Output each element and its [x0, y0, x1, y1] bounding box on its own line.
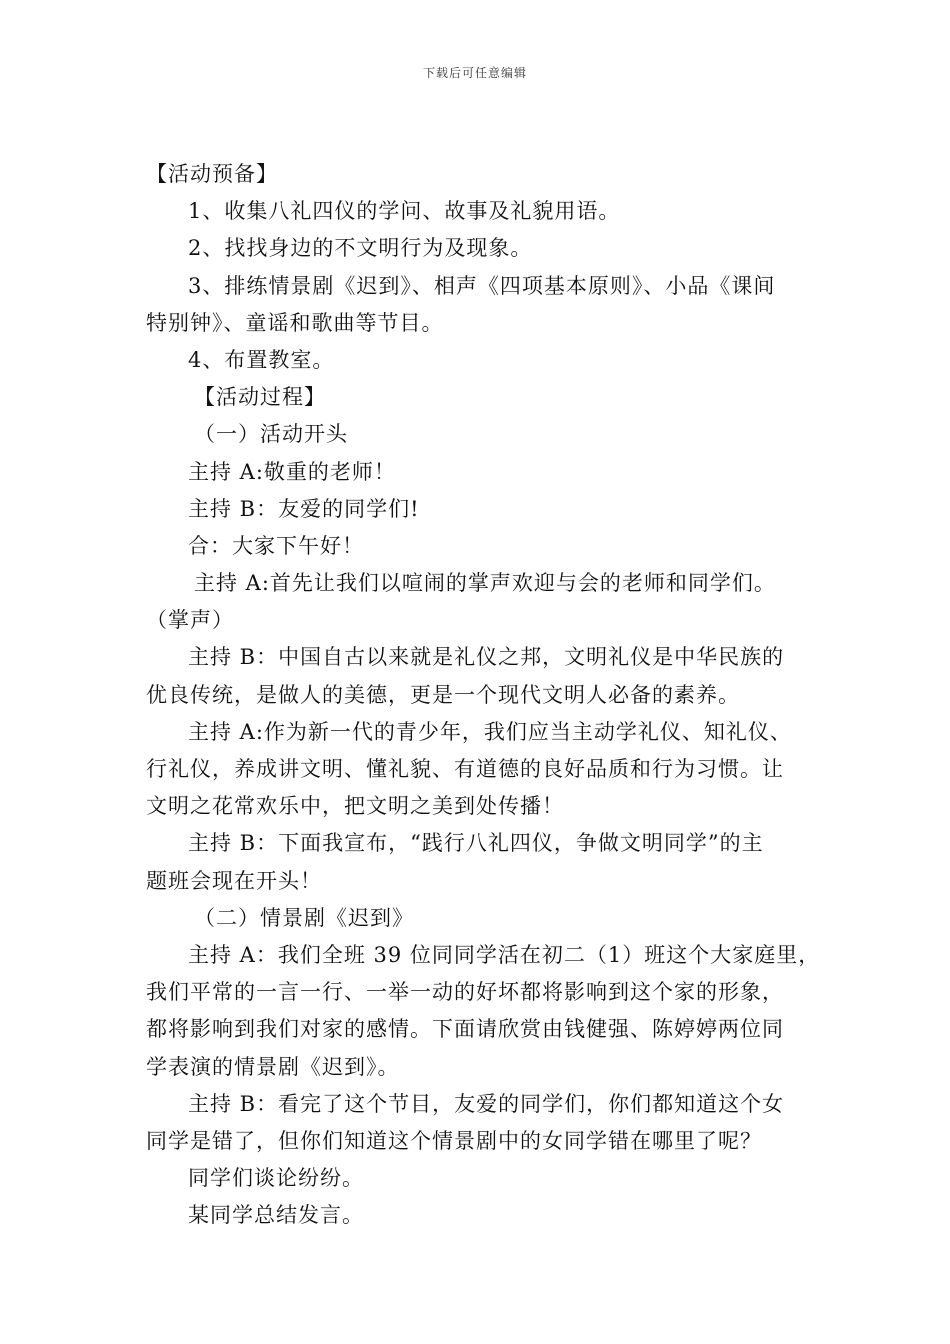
paragraph-line: 特别钟》、童谣和歌曲等节目。	[146, 310, 444, 335]
paragraph-line: 行礼仪，养成讲文明、懂礼貌、有道德的良好品质和行为习惯。让	[146, 757, 784, 781]
document-body	[146, 156, 821, 1234]
subsection-heading-opening: （一）活动开头	[194, 422, 348, 447]
paragraph-line: 优良传统，是做人的美德，更是一个现代文明人必备的素养。	[146, 682, 740, 707]
paragraph-line: 主持 B：看完了这个节目，友爱的同学们，你们都知道这个女	[188, 1091, 785, 1116]
subsection-heading-skit: （二）情景剧《迟到》	[194, 905, 414, 930]
page-header: 下载后可任意编辑	[422, 66, 527, 80]
paragraph-line: 我们平常的一言一行、一举一动的好坏都将影响到这个家的形象，	[146, 980, 784, 1005]
paragraph-line: 3、排练情景剧《迟到》、相声《四项基本原则》、小品《课间	[188, 273, 776, 298]
paragraph-line: （掌声）	[146, 608, 234, 633]
paragraph-line: 2、找找身边的不文明行为及现象。	[188, 236, 533, 261]
paragraph-line: 主持 B：中国自古以来就是礼仪之邦，文明礼仪是中华民族的	[188, 645, 785, 670]
paragraph-line: 同学们谈论纷纷。	[188, 1166, 364, 1191]
paragraph-line: 题班会现在开头！	[146, 868, 322, 893]
paragraph-line: 同学是错了，但你们知道这个情景剧中的女同学错在哪里了呢？	[146, 1128, 762, 1153]
paragraph-line: 主持 B：友爱的同学们!	[188, 496, 420, 521]
paragraph-line: 主持 A：我们全班 39 位同同学活在初二（1）班这个大家庭里，	[188, 942, 821, 967]
paragraph-line: 文明之花常欢乐中，把文明之美到处传播！	[146, 794, 564, 819]
section-heading-activity-preparation: 【活动预备】	[146, 162, 278, 186]
section-heading-activity-process: 【活动过程】	[194, 385, 326, 410]
paragraph-line: 主持 A:敬重的老师！	[188, 459, 396, 484]
paragraph-line: 1、收集八礼四仪的学问、故事及礼貌用语。	[188, 199, 621, 224]
paragraph-line: 主持 A:首先让我们以喧闹的掌声欢迎与会的老师和同学们。	[194, 571, 776, 596]
paragraph-line: 学表演的情景剧《迟到》。	[146, 1054, 400, 1079]
paragraph-line: 4、布置教室。	[188, 347, 335, 372]
paragraph-line: 主持 B：下面我宣布，“践行八礼四仪，争做文明同学”的主	[188, 831, 764, 856]
paragraph-line: 都将影响到我们对家的感情。下面请欣赏由钱健强、陈婷婷两位同	[146, 1017, 784, 1042]
paragraph-line: 合：大家下午好！	[188, 533, 364, 558]
paragraph-line: 某同学总结发言。	[188, 1203, 364, 1228]
paragraph-line: 主持 A:作为新一代的青少年，我们应当主动学礼仪、知礼仪、	[188, 719, 792, 744]
